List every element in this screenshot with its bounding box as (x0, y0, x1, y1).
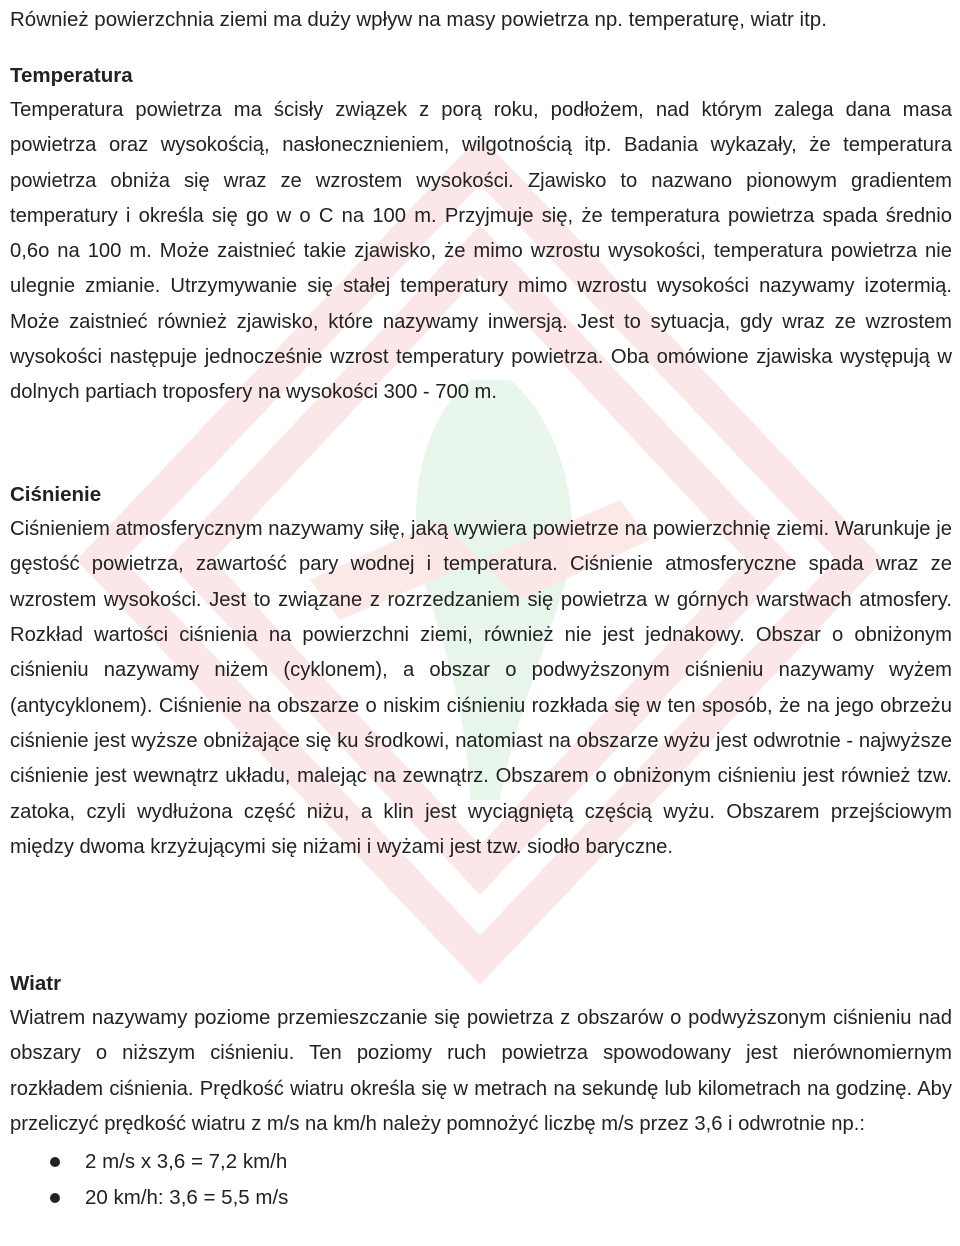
heading-temperatura: Temperatura (10, 64, 133, 87)
bullet-icon (50, 1193, 60, 1203)
list-item-text: 20 km/h: 3,6 = 5,5 m/s (85, 1186, 289, 1210)
paragraph-wiatr: Wiatrem nazywamy poziome przemieszczanie się powietrza z obszarów o podwyższonym ciśnieniu nad obszary o niższym ciśnieniu. Ten poziomy ruch powietrza spowodowany jest nierównomiernym rozkładem ciśnienia. Prędkość wiatru określa się w metrach na sekundę lub kilometrach na godzinę. Aby przeliczyć prędkość wiatru z m/s na km/h należy pomnożyć liczbę m/s przez 3,6 i odwrotnie np.: (10, 1007, 952, 1135)
list-item (10, 1144, 952, 1180)
paragraph-temperatura: Temperatura powietrza ma ścisły związek z porą roku, podłożem, nad którym zalega dana masa powietrza oraz wysokością, nasłonecznieniem, wilgotnością itp. Badania wykazały, że temperatura powietrza obniża się wraz ze wzrostem wysokości. Zjawisko to nazwano pionowym gradientem temperatury i określa się go w o C na 100 m. Przyjmuje się, że temperatura powietrza spada średnio 0,6o na 100 m. Może zaistnieć takie zjawisko, że mimo wzrostu wysokości, temperatura powietrza nie ulegnie zmianie. Utrzymywanie się stałej temperatury mimo wzrostu wysokości nazywamy izotermią. Może zaistnieć również zjawisko, które nazywamy inwersją. Jest to sytuacja, gdy wraz ze wzrostem wysokości następuje jednocześnie wzrost temperatury powietrza. Oba omówione zjawiska występują w dolnych partiach troposfery na wysokości 300 - 700 m. (10, 99, 952, 404)
list-item (10, 1180, 952, 1216)
section-cisnienie (10, 477, 952, 865)
section-temperatura (10, 58, 952, 411)
bullet-icon (50, 1157, 60, 1167)
intro-paragraph: Również powierzchnia ziemi ma duży wpływ na masy powietrza np. temperaturę, wiatr itp. (10, 8, 827, 31)
paragraph-cisnienie: Ciśnieniem atmosferycznym nazywamy siłę, jaką wywiera powietrze na powierzchnię ziemi. Warunkuje je gęstość powietrza, zawartość pary wodnej i temperatura. Ciśnienie atmosferyczne spada wraz ze wzrostem wysokości. Jest to związane z rozrzedzaniem się powietrza w górnych warstwach atmosfery. Rozkład wartości ciśnienia na powierzchni ziemi, również nie jest jednakowy. Obszar o obniżonym ciśnieniu nazywamy niżem (cyklonem), a obszar o podwyższonym ciśnieniu nazywamy wyżem (antycyklonem). Ciśnienie na obszarze o niskim ciśnieniu rozkłada się w ten sposób, że na jego obrzeżu ciśnienie jest wyższe obniżające się ku środkowi, natomiast na obszarze wyżu jest odwrotnie - najwyższe ciśnienie jest wewnątrz układu, malejąc na zewnątrz. Obszarem o obniżonym ciśnieniu jest również tzw. zatoka, czyli wydłużona część niżu, a klin jest wyciągniętą częścią wyżu. Obszarem przejściowym między dwoma krzyżującymi się niżami i wyżami jest tzw. siodło baryczne. (10, 518, 952, 859)
document-page (10, 0, 952, 1210)
heading-cisnienie: Ciśnienie (10, 483, 102, 506)
list-item-text: 2 m/s x 3,6 = 7,2 km/h (85, 1150, 288, 1174)
heading-wiatr: Wiatr (10, 972, 62, 995)
section-wiatr (10, 966, 952, 1216)
conversion-list (10, 1144, 952, 1216)
